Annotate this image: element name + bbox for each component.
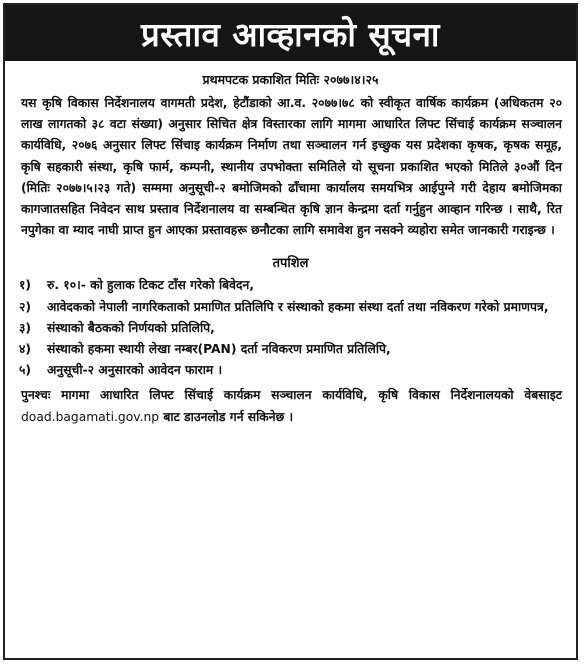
- details-heading: तपशिल: [272, 256, 309, 272]
- item-text: संस्थाको बैठकको निर्णयको प्रतिलिपि,: [47, 320, 215, 335]
- requirements-list: [19, 275, 562, 381]
- list-item: [19, 339, 562, 360]
- item-number: ४): [19, 342, 32, 357]
- first-published-date: प्रथमपटक प्रकाशित मितिः २०७७।४।२५: [202, 72, 379, 87]
- item-text: रु. १०।- को हुलाक टिकट टाँस गरेको बिवेदन,: [47, 278, 255, 293]
- list-item: [19, 297, 562, 318]
- website-url[interactable]: doad.bagamati.gov.np: [21, 409, 160, 424]
- item-number: १): [19, 278, 32, 293]
- list-item: [19, 318, 562, 339]
- postscript: [21, 385, 562, 427]
- item-number: ३): [19, 320, 32, 335]
- notice-title: प्रस्ताव आव्हानको सूचना: [5, 5, 576, 61]
- notice-body: यस कृषि विकास निर्देशनालय वागमती प्रदेश, हेटौंडाको आ.व. २०७७।७८ को स्वीकृत वार्षिक कार्यक्रम (अधिकतम २० लाख लागतको ३८ वटा संख्या) अनुसार सिचित क्षेत्र विस्तारका लागि मागमा आधारित लिफ्ट सिंचाई कार्यक्रम सञ्चालन कार्यविधि, २०७६ अनुसार लिफ्ट सिंचाइ कार्यक्रम निर्माण तथा सञ्चालन गर्न इच्छुक यस प्रदेशका कृषक, कृषक समूह, कृषि सहकारी संस्था, कृषि फार्म, कम्पनी, स्थानीय उपभोक्ता समितिले यो सूचना प्रकाशित भएको मितिले ३०औं दिन (मितिः २०७७।५।२३ गते) सम्ममा अनुसूची-२ बमोजिमको ढाँचामा कार्यालय समयभित्र आईपुग्ने गरी देहाय बमोजिमका कागजातसहित निवेदन साथ प्रस्ताव निर्देशनालय वा सम्बन्धित कृषि ज्ञान केन्द्रमा दर्ता गर्नुहुन आव्हान गरिन्छ । साथै, रित नपुगेका वा म्याद नाघी प्राप्त हुन आएका प्रस्तावहरू छनौटका लागि समावेश हुन नसक्ने व्यहोरा समेत जानकारी गराइन्छ ।: [21, 96, 562, 238]
- list-item: [19, 360, 562, 381]
- item-text: आवेदकको नेपाली नागरिकताको प्रमाणित प्रतिलिपि र संस्थाको हकमा संस्था दर्ता तथा नविकरण गरेको प्रमाणपत्र,: [47, 299, 549, 314]
- notice-box: [3, 3, 578, 660]
- postscript-text-end: बाट डाउनलोड गर्न सकिनेछ ।: [159, 409, 294, 424]
- item-text: संस्थाको हकमा स्थायी लेखा नम्बर(PAN) दर्ता नविकरण प्रमाणित प्रतिलिपि,: [47, 342, 391, 357]
- item-number: २): [19, 299, 32, 314]
- item-number: ५): [19, 363, 32, 378]
- postscript-text: मागमा आधारित लिफ्ट सिंचाई कार्यक्रम सञ्चालन कार्यविधि, कृषि विकास निर्देशनालयको वेबसाइट: [50, 388, 562, 403]
- list-item: [19, 275, 562, 296]
- postscript-lead: पुनश्चः: [21, 388, 51, 403]
- item-text: अनुसूची-२ अनुसारको आवेदन फाराम ।: [47, 363, 223, 378]
